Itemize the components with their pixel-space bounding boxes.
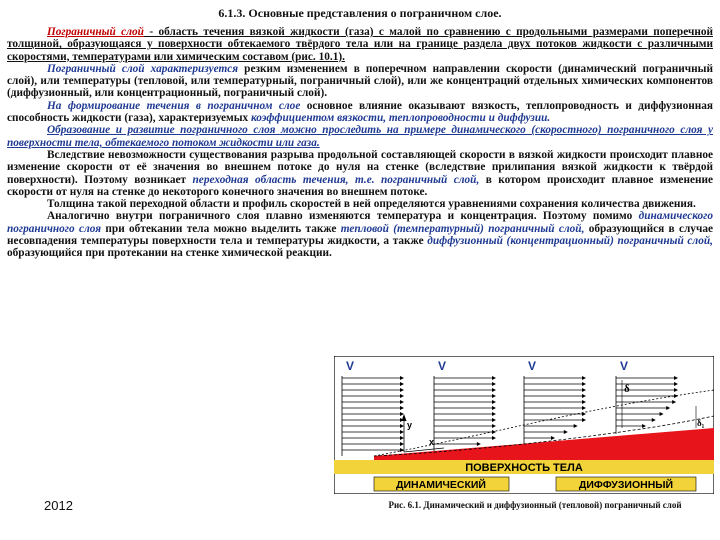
velocity-label: V <box>438 359 447 373</box>
thickness-text: Толщина такой переходной области и профиль скоростей в ней определяются уравнениями сохранения количества движения. <box>47 198 696 211</box>
paragraph-characteristics <box>7 63 713 100</box>
paragraph-thickness <box>7 198 713 210</box>
surface-label: ПОВЕРХНОСТЬ ТЕЛА <box>465 462 583 474</box>
term-thermal-layer: тепловой (температурный) пограничный слой, <box>340 222 585 235</box>
body-text <box>7 26 713 260</box>
term-coefficients: коэффициентом вязкости, теплопроводности и диффузии. <box>251 112 551 125</box>
paragraph-analogy <box>7 210 713 259</box>
transition-text-2: в котором происходит плавное изменение скорости от нуля на стенке до некоторого конечного значения во внешнем потоке. <box>7 173 714 198</box>
analogy-text-2: при обтекании тела можно выделить также <box>101 222 341 235</box>
term-dynamic-layer: динамического пограничного слоя <box>7 210 713 235</box>
formation-text: основное влияние оказывают вязкость, теплопроводность и диффузионная способность жидкости (газа), характеризуемых <box>7 99 713 125</box>
analogy-text-1: Аналогично внутри пограничного слоя плавно изменяются температура и концентрация. Поэтому помимо <box>47 210 639 223</box>
page-title: 6.1.3. Основные представления о пограничном слое. <box>218 6 502 20</box>
velocity-label: V <box>620 359 629 373</box>
paragraph-example <box>7 124 713 149</box>
analogy-text-3: образующийся в случае несовпадения температуры поверхности тела и температуры жидкости, а также <box>7 222 713 248</box>
term-formation: На формирование течения в пограничном слое <box>47 99 301 112</box>
paragraph-transition <box>7 149 713 198</box>
diffusion-label: ДИФФУЗИОННЫЙ <box>578 479 674 491</box>
dynamic-label: ДИНАМИЧЕСКИЙ <box>396 479 486 491</box>
boundary-layer-figure <box>334 356 714 494</box>
term-characterized: Пограничный слой характеризуется <box>47 62 239 75</box>
y-label: y <box>407 420 413 430</box>
paragraph-formation <box>7 100 713 125</box>
definition-text: область течения вязкой жидкости (газа) с малой по сравнению с продольными размерами поперечной толщиной, образующаяся у поверхности обтекаемого твёрдого тела или на границе раздела двух потоков жидкости с различными скоростями, температурами или химическим составом (рис. 10.1). <box>7 26 713 63</box>
example-text: Образование и развитие пограничного слоя можно проследить на примере динамического (скоростного) пограничного слоя у поверхности тела, обтекаемого потоком жидкости или газа. <box>7 124 713 149</box>
delta1-label: δ₁ <box>697 418 705 428</box>
figure-caption: Рис. 6.1. Динамический и диффузионный (тепловой) пограничный слой <box>388 500 682 510</box>
velocity-label: V <box>346 359 355 373</box>
x-label: x <box>429 437 435 447</box>
characteristics-text: резким изменением в поперечном направлении скорости (динамический пограничный слой), или температуры (тепловой, или температурный, пограничный слой), или же концентраций отдельных химических компонентов (диффузионный, или концентрационный, пограничный слой). <box>7 62 713 100</box>
dash: - <box>143 26 159 38</box>
year: 2012 <box>44 498 73 513</box>
analogy-text-4: образующийся при протекании на стенке химической реакции. <box>7 247 332 260</box>
term-boundary-layer: Пограничный слой <box>47 26 144 38</box>
velocity-label: V <box>528 359 537 373</box>
delta-label: δ <box>624 383 630 395</box>
transition-text-1: Вследствие невозможности существования разрыва продольной составляющей скорости в вязкой жидкости происходит плавное изменение скорости от её значения во внешнем потоке до нуля на стенке (вследствие прилипания вязкой жидкости к твёрдой поверхности). Поэтому возникает <box>7 148 713 186</box>
term-transition-region: переходная область течения, т.е. пограничный слой, <box>192 173 480 186</box>
paragraph-definition <box>7 26 713 63</box>
term-diffusion-layer: диффузионный (концентрационный) пограничный слой, <box>427 235 713 248</box>
